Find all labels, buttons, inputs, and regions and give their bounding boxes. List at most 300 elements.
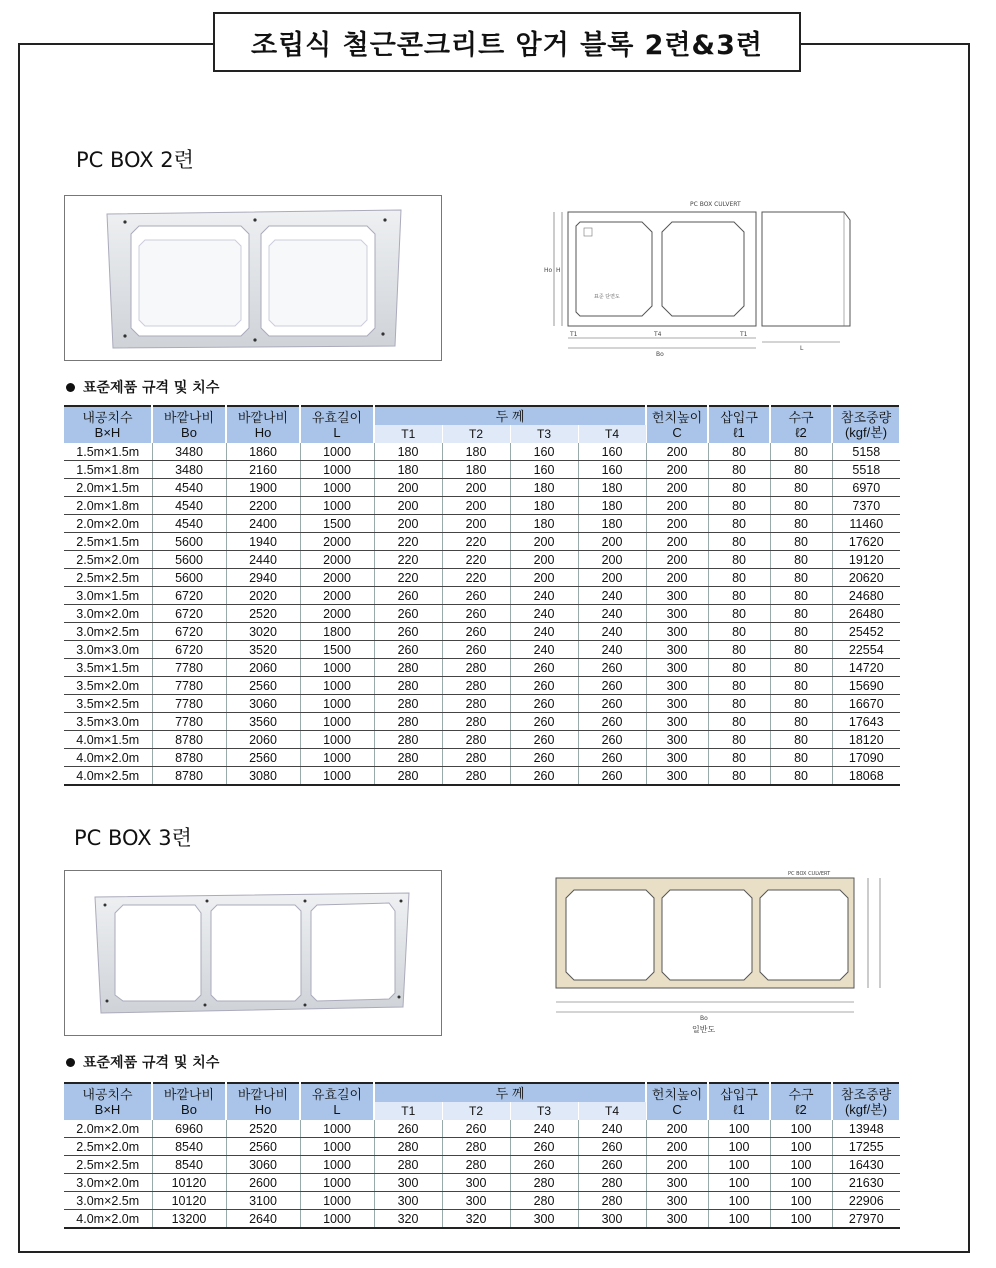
table-cell: 280 [374,767,442,786]
table-row [64,1138,900,1156]
table-cell: 17255 [832,1138,900,1156]
table-cell: 80 [770,731,832,749]
table-cell: 6720 [152,605,226,623]
table-cell: 2000 [300,569,374,587]
table-cell: 2640 [226,1210,300,1229]
table-cell: 260 [578,731,646,749]
table-cell: 6720 [152,587,226,605]
table-cell: 260 [510,659,578,677]
table-cell: 2560 [226,1138,300,1156]
pc-box-3-drawing [550,868,890,1038]
table-cell: 80 [770,569,832,587]
drawing-caption-3: 일반도 [692,1025,716,1034]
table-cell: 300 [442,1192,510,1210]
table-cell: 280 [374,713,442,731]
table-cell: 240 [510,641,578,659]
table-cell: 80 [770,605,832,623]
table-cell: 260 [374,587,442,605]
table-cell: 7370 [832,497,900,515]
col-t3: T3 [510,425,578,443]
svg-text:Bo: Bo [700,1015,708,1022]
table-cell: 240 [578,623,646,641]
svg-text:T1: T1 [740,331,748,338]
table-cell: 180 [578,497,646,515]
table-cell: 200 [578,533,646,551]
table-cell: 1000 [300,479,374,497]
table-cell: 240 [510,1120,578,1138]
table-cell: 1000 [300,497,374,515]
table-cell: 240 [510,605,578,623]
table-cell: 80 [770,713,832,731]
table-row [64,1156,900,1174]
table-cell: 100 [708,1192,770,1210]
table-cell: 180 [374,443,442,461]
table-cell: 1000 [300,1138,374,1156]
table-cell: 2020 [226,587,300,605]
table-cell: 3.0m×2.5m [64,1192,152,1210]
table-cell: 80 [708,713,770,731]
table-cell: 3060 [226,695,300,713]
table-cell: 100 [708,1120,770,1138]
table-cell: 2060 [226,659,300,677]
table-cell: 17643 [832,713,900,731]
table-cell: 220 [442,551,510,569]
table-cell: 2.0m×1.5m [64,479,152,497]
svg-text:T4: T4 [654,331,662,338]
table-cell: 260 [442,587,510,605]
table-cell: 200 [646,533,708,551]
table-cell: 80 [770,659,832,677]
table-cell: 80 [708,461,770,479]
table-cell: 100 [770,1192,832,1210]
table-cell: 1000 [300,659,374,677]
table-cell: 4540 [152,515,226,533]
table-cell: 240 [578,605,646,623]
table-cell: 3480 [152,461,226,479]
table-cell: 80 [708,587,770,605]
table-cell: 4540 [152,479,226,497]
table-cell: 1000 [300,731,374,749]
table-cell: 320 [374,1210,442,1229]
svg-text:Ho: Ho [544,267,553,274]
table-cell: 2160 [226,461,300,479]
col-receive: 수구 ℓ2 [770,406,832,443]
table-cell: 200 [646,1120,708,1138]
col-insert: 삽입구 ℓ1 [708,406,770,443]
table-cell: 4.0m×2.5m [64,767,152,786]
table-cell: 240 [578,1120,646,1138]
svg-text:T1: T1 [570,331,578,338]
section-heading-2: PC BOX 2련 [76,148,194,172]
table-cell: 300 [646,587,708,605]
table-cell: 3.0m×2.0m [64,605,152,623]
col-ho: 바깥나비 Ho [226,406,300,443]
table-cell: 8780 [152,767,226,786]
table-cell: 200 [578,551,646,569]
table-cell: 260 [510,1138,578,1156]
table-cell: 25452 [832,623,900,641]
table-row [64,587,900,605]
table-cell: 260 [578,767,646,786]
table-cell: 180 [510,515,578,533]
table-cell: 200 [442,479,510,497]
table-cell: 320 [442,1210,510,1229]
table-cell: 24680 [832,587,900,605]
table-cell: 19120 [832,551,900,569]
table-cell: 7780 [152,659,226,677]
table-cell: 1000 [300,695,374,713]
table-cell: 1.5m×1.5m [64,443,152,461]
table-cell: 80 [770,641,832,659]
table-cell: 7780 [152,713,226,731]
table-cell: 300 [646,623,708,641]
table-cell: 80 [708,731,770,749]
table-cell: 300 [646,1174,708,1192]
table-cell: 280 [442,1138,510,1156]
table-cell: 80 [770,497,832,515]
table-cell: 16670 [832,695,900,713]
table-cell: 7780 [152,677,226,695]
col-t4: T4 [578,1102,646,1120]
table-cell: 260 [510,1156,578,1174]
table-cell: 80 [708,641,770,659]
table-cell: 300 [646,1210,708,1229]
table-cell: 220 [374,551,442,569]
col-length: 유효길이 L [300,406,374,443]
spec-label-text-3: 표준제품 규격 및 치수 [83,1055,220,1071]
table-cell: 280 [442,659,510,677]
table-cell: 2.0m×2.0m [64,1120,152,1138]
table-cell: 200 [510,533,578,551]
table-cell: 2200 [226,497,300,515]
table-cell: 280 [374,695,442,713]
pc-box-3-photo [64,870,442,1036]
table-cell: 3.0m×3.0m [64,641,152,659]
table-cell: 3060 [226,1156,300,1174]
table-cell: 4.0m×2.0m [64,1210,152,1229]
table-cell: 2.0m×2.0m [64,515,152,533]
table-cell: 80 [708,749,770,767]
table-cell: 8780 [152,731,226,749]
table-cell: 260 [510,749,578,767]
table-cell: 260 [510,713,578,731]
table-cell: 5158 [832,443,900,461]
section-heading-3: PC BOX 3련 [74,826,192,850]
table-cell: 2000 [300,551,374,569]
table-cell: 2000 [300,533,374,551]
table-cell: 2.5m×2.0m [64,551,152,569]
table-cell: 3.5m×3.0m [64,713,152,731]
bullet-icon [66,1058,75,1067]
table-cell: 100 [708,1174,770,1192]
table-row [64,569,900,587]
col-receive: 수구 ℓ2 [770,1083,832,1120]
table-cell: 260 [374,605,442,623]
table-cell: 1500 [300,515,374,533]
table-row [64,749,900,767]
table-cell: 20620 [832,569,900,587]
table-row [64,1120,900,1138]
col-ho: 바깥나비 Ho [226,1083,300,1120]
table-cell: 200 [442,515,510,533]
table-cell: 6720 [152,623,226,641]
table-cell: 2.5m×2.5m [64,1156,152,1174]
table-row [64,461,900,479]
pc-box-2-drawing [540,198,860,358]
table-cell: 16430 [832,1156,900,1174]
table-cell: 280 [510,1174,578,1192]
spec-table-2 [64,405,901,786]
table-cell: 300 [646,677,708,695]
table-cell: 160 [578,443,646,461]
table-cell: 280 [442,677,510,695]
svg-text:표준 단면도: 표준 단면도 [594,294,620,300]
table-cell: 300 [374,1174,442,1192]
table-cell: 1000 [300,1174,374,1192]
table-cell: 80 [770,533,832,551]
table-cell: 280 [442,767,510,786]
col-size: 내공치수 B×H [64,406,152,443]
table-cell: 1940 [226,533,300,551]
table-cell: 18068 [832,767,900,786]
drawing-label-3: PC BOX CULVERT [788,871,831,877]
table-cell: 220 [374,569,442,587]
table-cell: 180 [442,443,510,461]
table-cell: 80 [708,497,770,515]
col-haunch: 헌치높이 C [646,1083,708,1120]
table-cell: 160 [510,461,578,479]
table-cell: 17620 [832,533,900,551]
table-cell: 2560 [226,677,300,695]
table-cell: 2.5m×2.5m [64,569,152,587]
table-cell: 100 [708,1210,770,1229]
table-row [64,695,900,713]
table-cell: 300 [646,605,708,623]
table-cell: 80 [770,479,832,497]
table-cell: 1000 [300,1120,374,1138]
table-row [64,1210,900,1229]
table-cell: 300 [646,713,708,731]
table-cell: 260 [510,677,578,695]
table-cell: 200 [646,515,708,533]
table-cell: 2000 [300,587,374,605]
table-row [64,479,900,497]
table-cell: 300 [374,1192,442,1210]
table-cell: 80 [708,443,770,461]
table-cell: 200 [374,497,442,515]
table-cell: 80 [708,515,770,533]
table-cell: 260 [374,1120,442,1138]
table-cell: 6960 [152,1120,226,1138]
table-cell: 15690 [832,677,900,695]
table-cell: 3020 [226,623,300,641]
table-cell: 80 [708,569,770,587]
table-cell: 240 [578,587,646,605]
table-cell: 200 [646,569,708,587]
table-cell: 180 [510,479,578,497]
table-cell: 260 [510,695,578,713]
table-cell: 260 [578,677,646,695]
table-cell: 1.5m×1.8m [64,461,152,479]
table-cell: 8540 [152,1138,226,1156]
table-cell: 3.5m×2.0m [64,677,152,695]
table-cell: 100 [708,1156,770,1174]
table-cell: 22906 [832,1192,900,1210]
table-cell: 10120 [152,1174,226,1192]
table-cell: 260 [442,1120,510,1138]
table-cell: 200 [646,497,708,515]
table-cell: 300 [510,1210,578,1229]
col-bo: 바깥나비 Bo [152,406,226,443]
table-cell: 80 [770,695,832,713]
spec-label-2 [66,377,219,397]
table-row [64,767,900,786]
table-cell: 200 [510,569,578,587]
table-cell: 80 [708,677,770,695]
table-cell: 2060 [226,731,300,749]
table-row [64,713,900,731]
table-cell: 260 [510,767,578,786]
table-cell: 300 [646,767,708,786]
table-row [64,641,900,659]
col-t4: T4 [578,425,646,443]
table-cell: 200 [374,479,442,497]
col-thickness: 두 께 [374,1083,646,1102]
table-cell: 1000 [300,443,374,461]
table-cell: 2520 [226,605,300,623]
table-cell: 280 [578,1174,646,1192]
table-cell: 22554 [832,641,900,659]
table-cell: 200 [646,551,708,569]
table-cell: 100 [770,1156,832,1174]
table-cell: 14720 [832,659,900,677]
table-cell: 200 [646,461,708,479]
col-thickness: 두 께 [374,406,646,425]
bullet-icon [66,383,75,392]
table-row [64,497,900,515]
table-cell: 200 [374,515,442,533]
table-row [64,443,900,461]
table-cell: 1860 [226,443,300,461]
table-cell: 1000 [300,1192,374,1210]
col-t2: T2 [442,425,510,443]
table-cell: 240 [510,587,578,605]
table-cell: 220 [442,569,510,587]
table-cell: 2.5m×1.5m [64,533,152,551]
table-cell: 300 [646,749,708,767]
table-cell: 3.0m×2.0m [64,1174,152,1192]
table-row [64,515,900,533]
table-cell: 1000 [300,1210,374,1229]
table-cell: 300 [646,731,708,749]
table-cell: 3.5m×1.5m [64,659,152,677]
table-cell: 18120 [832,731,900,749]
col-weight: 참조중량 (kgf/본) [832,406,900,443]
table-cell: 80 [770,749,832,767]
table-cell: 80 [708,533,770,551]
table-cell: 26480 [832,605,900,623]
drawing-label-2: PC BOX CULVERT [690,201,741,208]
page-title: 조립식 철근콘크리트 암거 블록 2련&3련 [213,12,801,72]
col-length: 유효길이 L [300,1083,374,1120]
table-cell: 80 [770,551,832,569]
table-cell: 1900 [226,479,300,497]
table-cell: 2.5m×2.0m [64,1138,152,1156]
table-cell: 260 [578,713,646,731]
table-cell: 3520 [226,641,300,659]
table-cell: 260 [578,749,646,767]
col-t1: T1 [374,1102,442,1120]
table-cell: 280 [442,749,510,767]
table-cell: 300 [646,695,708,713]
spec-label-text-2: 표준제품 규격 및 치수 [83,380,220,396]
table-cell: 1500 [300,641,374,659]
table-cell: 300 [442,1174,510,1192]
table-cell: 7780 [152,695,226,713]
table-cell: 3480 [152,443,226,461]
table-cell: 2400 [226,515,300,533]
table-cell: 8780 [152,749,226,767]
table-cell: 260 [442,623,510,641]
table-cell: 300 [646,659,708,677]
table-cell: 8540 [152,1156,226,1174]
table-cell: 1000 [300,461,374,479]
table-cell: 2560 [226,749,300,767]
table-cell: 180 [510,497,578,515]
table-cell: 21630 [832,1174,900,1192]
svg-text:Bo: Bo [656,351,664,358]
svg-text:L: L [800,345,804,352]
table-cell: 80 [708,623,770,641]
table-cell: 280 [442,731,510,749]
table-cell: 80 [708,767,770,786]
spec-table-3 [64,1082,901,1229]
table-cell: 280 [442,1156,510,1174]
col-weight: 참조중량 (kgf/본) [832,1083,900,1120]
table-cell: 260 [510,731,578,749]
table-cell: 80 [770,461,832,479]
col-t1: T1 [374,425,442,443]
table-cell: 280 [374,731,442,749]
col-t3: T3 [510,1102,578,1120]
table-cell: 4.0m×2.0m [64,749,152,767]
table-cell: 80 [770,515,832,533]
table-cell: 260 [578,1156,646,1174]
table-cell: 80 [770,623,832,641]
table-cell: 6970 [832,479,900,497]
table-cell: 260 [442,641,510,659]
table-cell: 160 [578,461,646,479]
table-cell: 260 [374,623,442,641]
table-cell: 80 [708,479,770,497]
table-cell: 3.0m×2.5m [64,623,152,641]
table-cell: 13948 [832,1120,900,1138]
table-cell: 260 [442,605,510,623]
table-cell: 100 [770,1138,832,1156]
table-cell: 100 [770,1174,832,1192]
svg-text:H: H [556,267,561,274]
table-cell: 180 [578,515,646,533]
table-cell: 5600 [152,551,226,569]
table-row [64,659,900,677]
table-cell: 13200 [152,1210,226,1229]
table-cell: 1000 [300,767,374,786]
table-cell: 100 [708,1138,770,1156]
table-cell: 3.0m×1.5m [64,587,152,605]
table-row [64,1192,900,1210]
table-row [64,551,900,569]
table-cell: 180 [578,479,646,497]
